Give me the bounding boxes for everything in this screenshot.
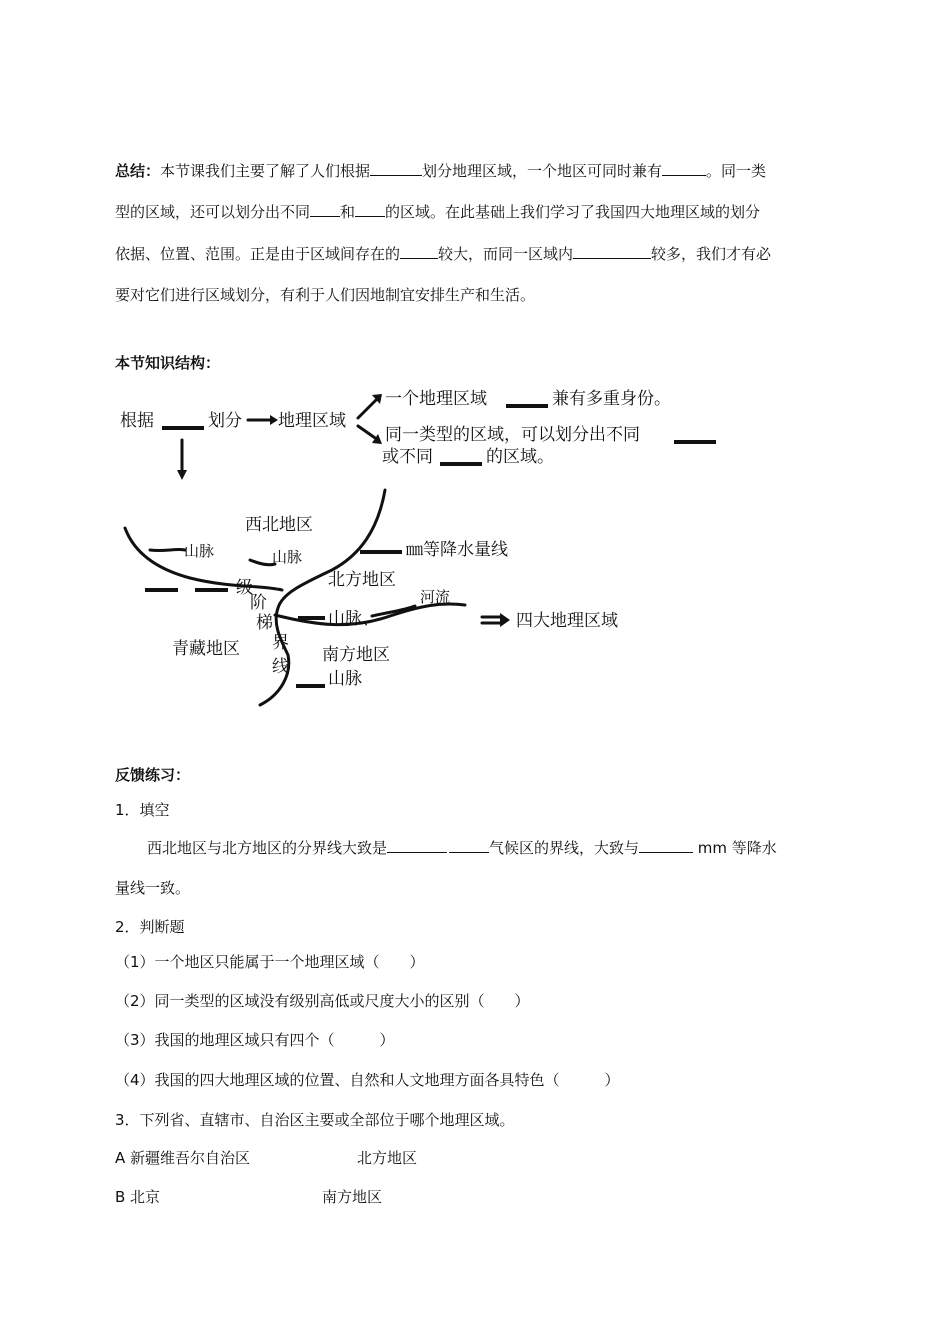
q1-title: 1．填空 — [115, 801, 170, 819]
summary-text-1c: 。同一类 — [706, 162, 767, 180]
arrow-head — [270, 415, 278, 425]
blank — [573, 244, 651, 259]
diagram-text-huafen: 划分 — [208, 411, 242, 431]
diagram-text-branch2a: 同一类型的区域，可以划分出不同 — [385, 425, 640, 445]
q1-text-b: 气候区的界线，大致与 — [489, 839, 640, 857]
diagram-text-dilifenqu: 地理区域 — [278, 411, 346, 431]
blank — [387, 838, 447, 853]
q3-right-b: 南方地区 — [322, 1188, 383, 1206]
knowledge-structure-diagram — [110, 380, 730, 710]
summary-text-2a: 型的区域，还可以划分出不同 — [115, 203, 311, 221]
blank — [310, 202, 340, 217]
q2-item-3: （3）我国的地理区域只有四个（ ） — [115, 1031, 395, 1049]
diagram-text-branch2b: 或不同 — [382, 447, 433, 467]
summary-text-4: 要对它们进行区域划分，有利于人们因地制宜安排生产和生活。 — [115, 286, 536, 304]
summary-label: 总结： — [115, 162, 161, 180]
branch-arrow-down — [358, 426, 378, 440]
diagram-text-branch1a: 一个地理区域 — [385, 389, 487, 409]
summary-line-1 — [115, 161, 766, 181]
branch-arrow-up — [358, 398, 378, 418]
diagram-text-shanmai4: 山脉 — [328, 669, 362, 689]
summary-text-1a: 本节课我们主要了解了人们根据 — [160, 162, 371, 180]
diagram-text-mm-line: ㎜等降水量线 — [406, 540, 508, 560]
q3-left-b: B 北京 — [115, 1188, 161, 1206]
summary-text-1b: 划分地理区域，一个地区可同时兼有 — [422, 162, 663, 180]
mountain-mark — [150, 549, 185, 550]
q2-item-2: （2）同一类型的区域没有级别高低或尺度大小的区别（ ） — [115, 992, 530, 1010]
structure-title: 本节知识结构： — [115, 354, 221, 372]
diagram-text-heliu: 河流 — [420, 588, 451, 606]
blank — [639, 838, 693, 853]
blank — [400, 244, 438, 259]
blank — [355, 202, 385, 217]
q2-title: 2．判断题 — [115, 918, 185, 936]
diagram-text-shanmai2: 山脉 — [272, 548, 303, 566]
summary-text-2c: 的区域。在此基础上我们学习了我国四大地理区域的划分 — [385, 203, 761, 221]
diagram-text-sida: 四大地理区域 — [516, 611, 618, 631]
q1-line-2: 量线一致。 — [115, 879, 191, 897]
q2-item-1: （1）一个地区只能属于一个地理区域（ ） — [115, 953, 425, 971]
diagram-text-genju: 根据 — [120, 411, 154, 431]
q1-text-c: mm 等降水 — [693, 839, 777, 857]
summary-line-4 — [115, 285, 535, 305]
diagram-text-jieti-a: 级 — [236, 578, 253, 598]
summary-text-3c: 较多，我们才有必 — [651, 245, 772, 263]
blank — [662, 161, 706, 176]
diagram-text-nanfang: 南方地区 — [322, 645, 390, 665]
arrow-head — [177, 470, 187, 480]
q3-title: 3．下列省、直辖市、自治区主要或全部位于哪个地理区域。 — [115, 1111, 515, 1129]
blank — [449, 838, 489, 853]
summary-line-3 — [115, 244, 771, 264]
summary-text-2b: 和 — [340, 203, 356, 221]
diagram-text-branch1b: 兼有多重身份。 — [552, 389, 671, 409]
q1-text-a: 西北地区与北方地区的分界线大致是 — [147, 839, 388, 857]
diagram-text-jieti-b: 阶 — [250, 593, 267, 613]
feedback-title: 反馈练习： — [115, 766, 191, 784]
diagram-text-qingzang: 青藏地区 — [172, 639, 240, 659]
q3-left-a: A 新疆维吾尔自治区 — [115, 1149, 251, 1167]
diagram-text-beifang: 北方地区 — [328, 570, 396, 590]
summary-text-3a: 依据、位置、范围。正是由于区域间存在的 — [115, 245, 401, 263]
diagram-text-xian: 线 — [272, 657, 289, 677]
q2-item-4: （4）我国的四大地理区域的位置、自然和人文地理方面各具特色（ ） — [115, 1071, 620, 1089]
q1-line-1 — [147, 838, 777, 858]
diagram-text-branch2c: 的区域。 — [486, 447, 554, 467]
blank — [370, 161, 422, 176]
q3-right-a: 北方地区 — [357, 1149, 418, 1167]
diagram-text-jieti-c: 梯 — [256, 613, 273, 633]
summary-text-3b: 较大，而同一区域内 — [438, 245, 574, 263]
diagram-text-shanmai: 山脉 — [184, 542, 215, 560]
diagram-text-shanmai3: 山脉、 — [328, 609, 379, 629]
diagram-text-xibei: 西北地区 — [245, 515, 313, 535]
arrow-head — [500, 613, 510, 627]
diagram-text-jie: 界 — [272, 633, 289, 653]
summary-line-2 — [115, 202, 760, 222]
